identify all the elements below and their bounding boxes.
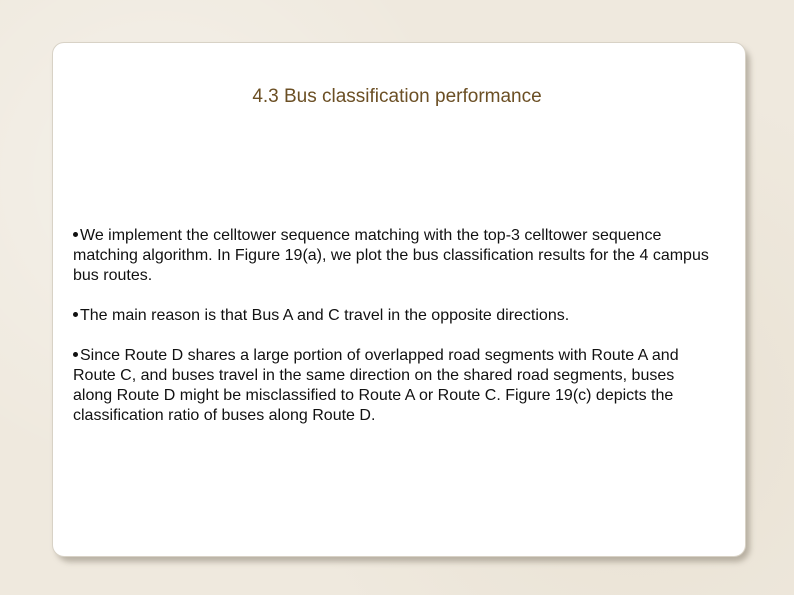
bullet-text: Since Route D shares a large portion of overlapped road segments with Route A and Route C, and buses travel in the same direction on the shared road segments, buses along Route D might be misclassified to Route A or Route C. Figure 19(c) depicts the classification ratio of buses along Route D. [73, 347, 679, 424]
bullet-list [73, 226, 713, 426]
bullet-dot-icon [73, 232, 78, 237]
bullet-text: We implement the celltower sequence matching with the top-3 celltower sequence matching algorithm. In Figure 19(a), we plot the bus classification results for the 4 campus bus routes. [73, 227, 709, 284]
bullet-item [73, 226, 713, 286]
bullet-item [73, 306, 713, 326]
bullet-dot-icon [73, 352, 78, 357]
bullet-text: The main reason is that Bus A and C travel in the opposite directions. [80, 307, 570, 324]
bullet-item [73, 346, 713, 426]
slide-title: 4.3 Bus classification performance [252, 86, 542, 107]
bullet-dot-icon [73, 312, 78, 317]
